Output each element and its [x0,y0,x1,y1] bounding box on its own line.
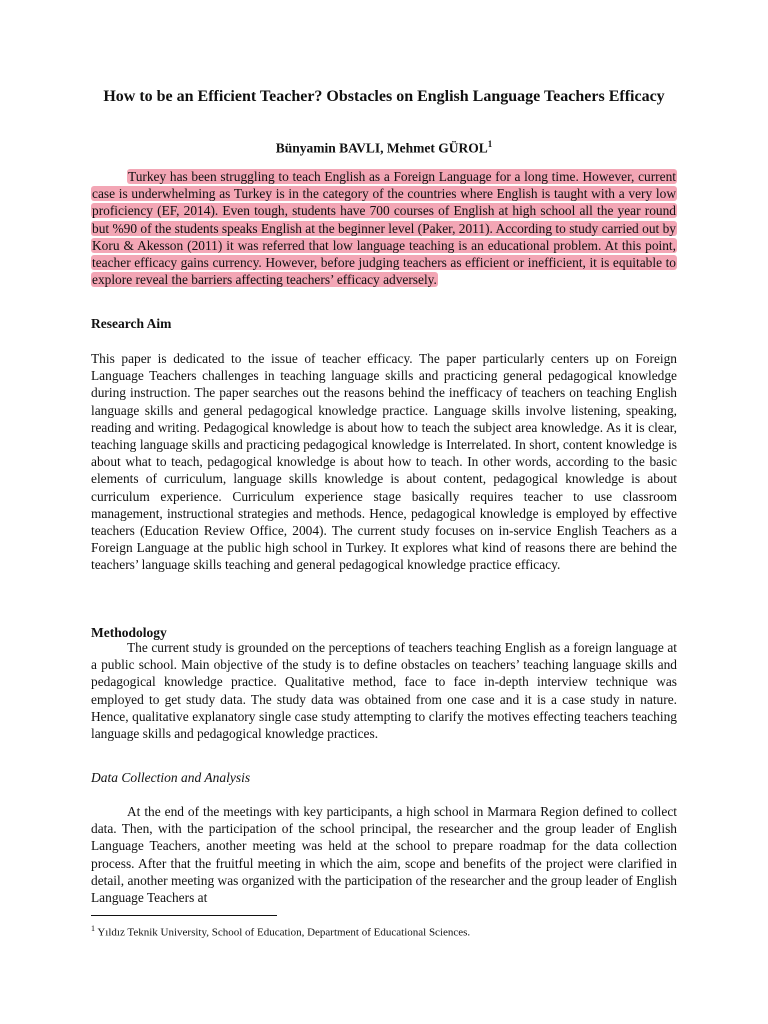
methodology-heading: Methodology [91,625,167,640]
footnote [91,922,470,940]
research-aim-heading: Research Aim [91,316,172,331]
footnote-divider [91,915,277,916]
author-footnote-mark: 1 [487,139,493,149]
research-aim-paragraph: This paper is dedicated to the issue of teacher efficacy. The paper particularly centers up on Foreign Language Teachers challenges in teaching language skills and practicing general pedagogical knowledge during instruction. The paper searches out the reasons behind the inefficacy of teachers on teaching English language skills and general pedagogical knowledge practice. Language skills involve listening, speaking, reading and writing. Pedagogical knowledge is about how to teach the subject area knowledge. As it is clear, teaching language skills and practicing pedagogical knowledge is Interrelated. In short, content knowledge is about what to teach, pedagogical knowledge is about how to teach. In other words, according to the basic elements of curriculum, language skills knowledge is about content, pedagogical knowledge is about curriculum experience. Curriculum experience stage basically requires teacher to use classroom management, instructional strategies and methods. Hence, pedagogical knowledge is employed by effective teachers (Education Review Office, 2004). The current study focuses on in-service English Teachers as a Foreign Language at the public high school in Turkey. It explores what kind of reasons there are behind the teachers’ language skills teaching and general pedagogical knowledge practice efficacy. [91,351,677,573]
methodology-paragraph: The current study is grounded on the perceptions of teachers teaching English as a foreign language at a public school. Main objective of the study is to define obstacles on teachers’ teaching language skills and pedagogical knowledge practice. Qualitative method, face to face in-depth interview technique was employed to get study data. The study data was obtained from one case and it is a case study in nature. Hence, qualitative explanatory single case study attempting to clarify the motives effecting teachers teaching language skills and pedagogical knowledge practices. [91,640,677,742]
highlighted-intro-text: Turkey has been struggling to teach English as a Foreign Language for a long time. However, current case is underwhelming as Turkey is in the category of the countries where English is taught with a very low proficiency (EF, 2014). Even tough, students have 700 courses of English at high school all the year round but %90 of the students speaks English at the beginner level (Paker, 2011). According to study carried out by Koru & Akesson (2011) it was referred that low language teaching is an educational problem. At this point, teacher efficacy gains currency. However, before judging teachers as efficient or inefficient, it is equitable to explore reveal the barriers affecting teachers’ efficacy adversely. [92,169,676,288]
author-names: Bünyamin BAVLI, Mehmet GÜROL [275,140,488,156]
paper-title: How to be an Efficient Teacher? Obstacles on English Language Teachers Efficacy [103,88,665,105]
author-line [91,136,677,157]
footnote-text: Yıldız Teknik University, School of Education, Department of Educational Sciences. [97,926,471,939]
data-collection-heading: Data Collection and Analysis [91,770,251,785]
data-collection-paragraph: At the end of the meetings with key participants, a high school in Marmara Region defined to collect data. Then, with the participation of the school principal, the researcher and the group leader of English Language Teachers, another meeting was held at the school to prepare roadmap for the data collection process. After that the fruitful meeting in which the aim, scope and benefits of the project were clarified in detail, another meeting was organized with the participation of the researcher and the group leader of English Language Teachers at [91,804,677,906]
footnote-mark: 1 [91,924,95,933]
intro-paragraph [91,168,677,288]
